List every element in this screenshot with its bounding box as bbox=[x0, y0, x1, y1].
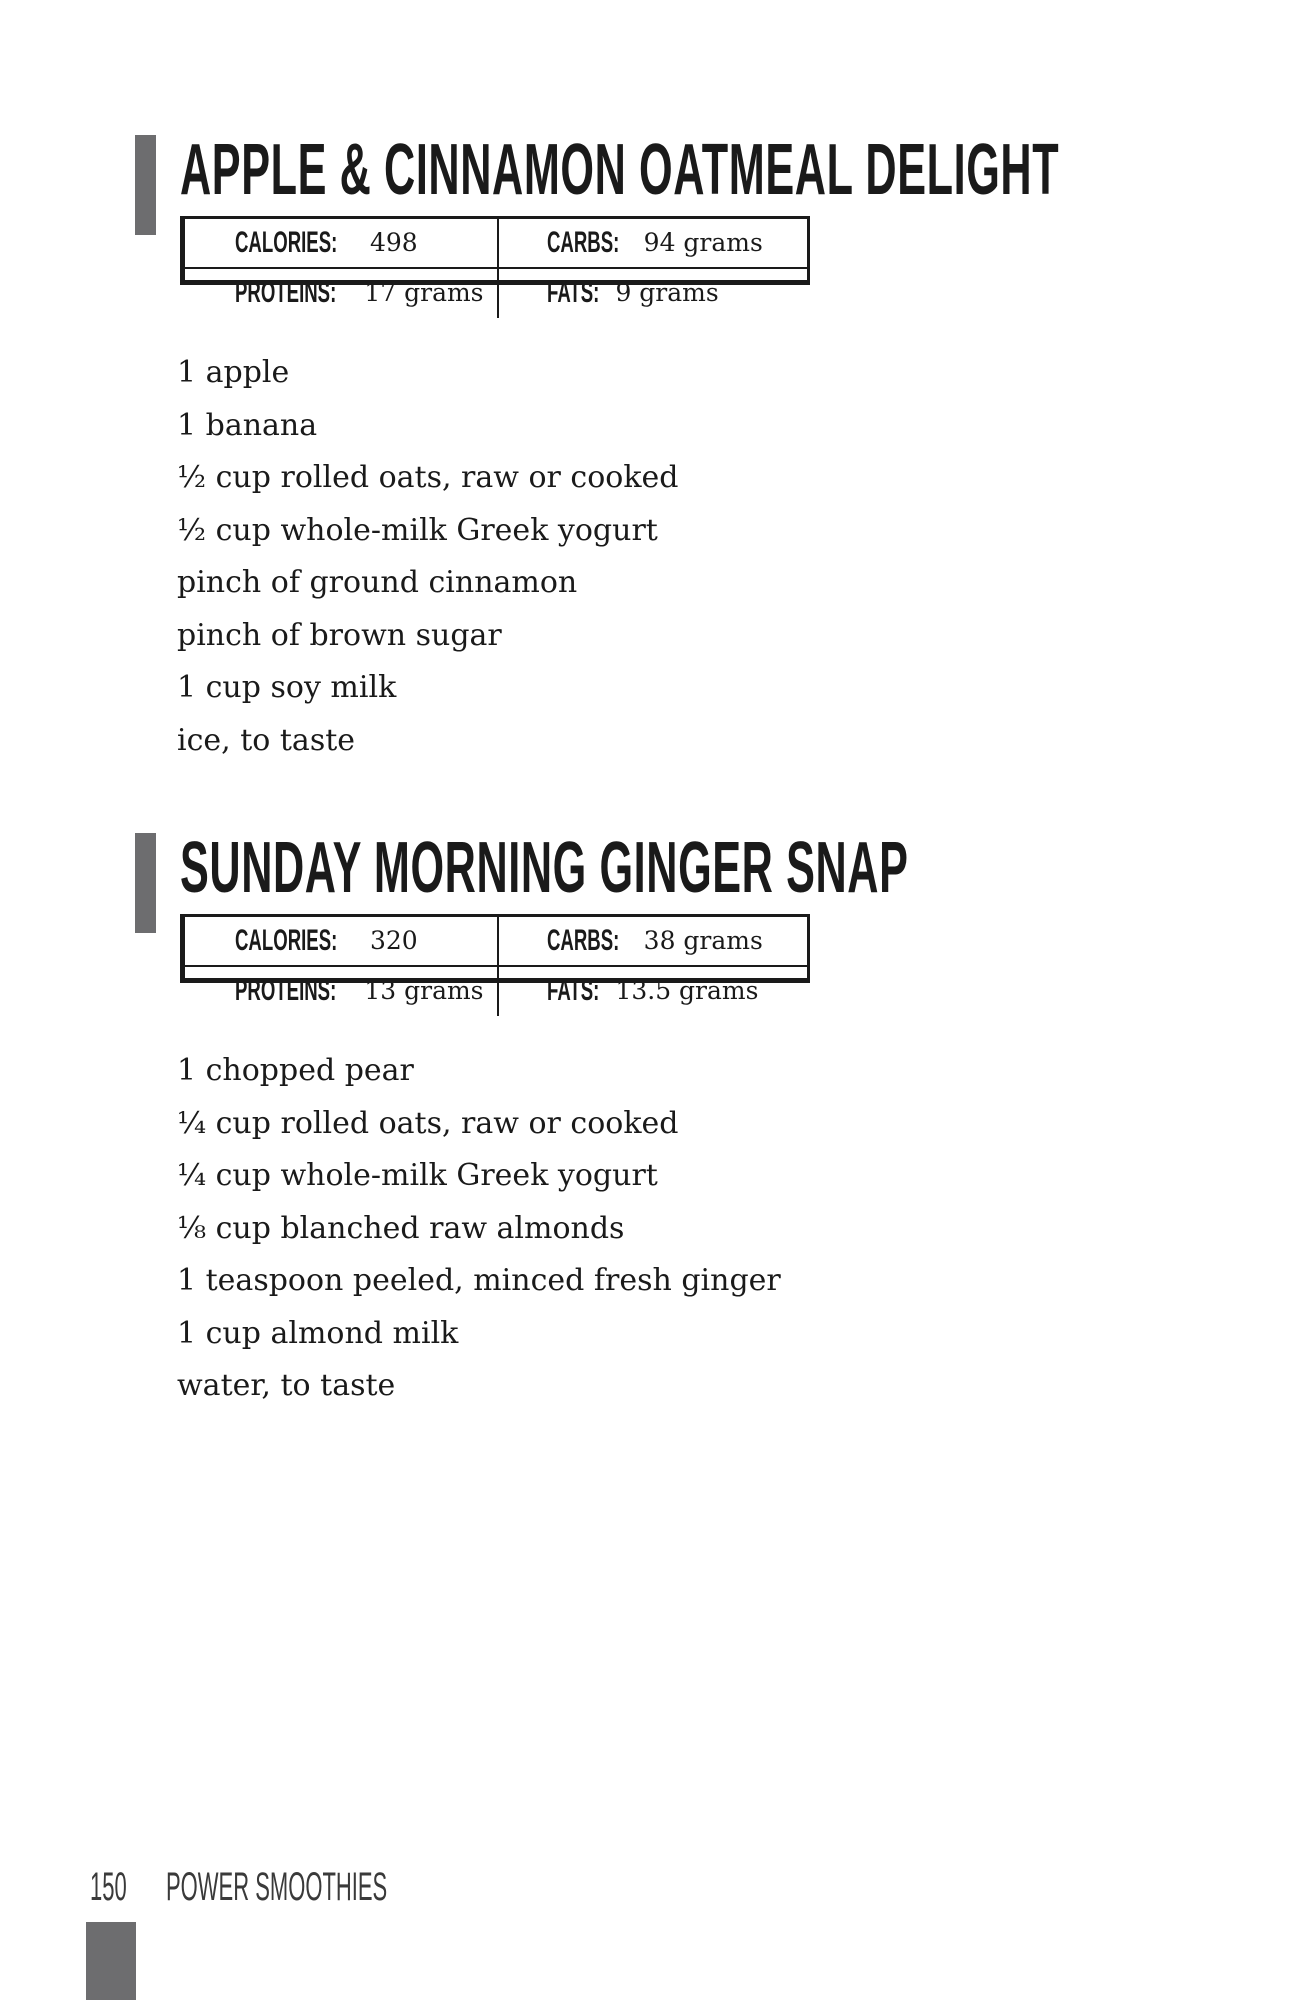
ingredient-item: 1 teaspoon peeled, minced fresh ginger bbox=[177, 1263, 781, 1298]
nutrition-table bbox=[180, 914, 810, 1008]
proteins-label: PROTEINS: bbox=[235, 974, 337, 1008]
nutrition-row bbox=[185, 917, 807, 967]
ingredient-item: 1 cup almond milk bbox=[177, 1315, 459, 1351]
nutrition-divider bbox=[497, 917, 499, 965]
calories-label: CALORIES: bbox=[235, 226, 338, 260]
ingredient-item: pinch of brown sugar bbox=[177, 617, 502, 653]
title-accent-bar bbox=[135, 833, 156, 933]
ingredient-item: ¼ cup rolled oats, raw or cooked bbox=[177, 1105, 679, 1141]
calories-value: 498 bbox=[370, 228, 418, 258]
proteins-value: 17 grams bbox=[364, 278, 484, 308]
nutrition-row bbox=[185, 269, 807, 318]
ingredient-item: water, to taste bbox=[177, 1368, 396, 1403]
ingredient-item: pinch of ground cinnamon bbox=[177, 565, 578, 600]
calories-cell bbox=[235, 219, 418, 267]
nutrition-row bbox=[185, 967, 807, 1016]
ingredient-item: ¼ cup whole-milk Greek yogurt bbox=[177, 1158, 658, 1193]
proteins-value: 13 grams bbox=[364, 976, 484, 1006]
page-number: 150 bbox=[90, 1865, 127, 1909]
title-accent-bar bbox=[135, 135, 156, 235]
nutrition-divider bbox=[497, 967, 499, 1016]
fats-value: 13.5 grams bbox=[615, 976, 759, 1006]
ingredient-item: 1 apple bbox=[177, 355, 290, 390]
ingredient-list bbox=[177, 1045, 781, 1413]
proteins-cell bbox=[235, 967, 484, 1015]
ingredient-item: ice, to taste bbox=[177, 722, 356, 758]
carbs-cell bbox=[547, 219, 763, 267]
ingredient-item: 1 banana bbox=[177, 407, 318, 443]
ingredient-list bbox=[177, 347, 678, 767]
ingredient-item: ½ cup rolled oats, raw or cooked bbox=[177, 460, 679, 495]
fats-cell bbox=[547, 967, 758, 1015]
recipe-title: APPLE & CINNAMON OATMEAL DELIGHT bbox=[180, 130, 1060, 210]
running-footer-title: POWER SMOOTHIES bbox=[166, 1865, 388, 1909]
proteins-cell bbox=[235, 269, 484, 317]
nutrition-divider bbox=[497, 269, 499, 318]
ingredient-item: ½ cup whole-milk Greek yogurt bbox=[177, 512, 658, 548]
fats-label: FATS: bbox=[547, 974, 600, 1008]
fats-cell bbox=[547, 269, 719, 317]
proteins-label: PROTEINS: bbox=[235, 276, 337, 310]
carbs-value: 38 grams bbox=[643, 926, 763, 956]
ingredient-item: 1 chopped pear bbox=[177, 1053, 414, 1088]
nutrition-row bbox=[185, 219, 807, 269]
nutrition-table bbox=[180, 216, 810, 310]
carbs-value: 94 grams bbox=[643, 228, 763, 258]
ingredient-item: 1 cup soy milk bbox=[177, 670, 397, 705]
carbs-label: CARBS: bbox=[547, 226, 620, 260]
fats-label: FATS: bbox=[547, 276, 600, 310]
calories-label: CALORIES: bbox=[235, 924, 338, 958]
footer-accent-tab bbox=[86, 1922, 136, 2000]
nutrition-divider bbox=[497, 219, 499, 267]
fats-value: 9 grams bbox=[615, 278, 719, 308]
calories-value: 320 bbox=[370, 926, 418, 956]
ingredient-item: ⅛ cup blanched raw almonds bbox=[177, 1210, 625, 1246]
recipe-title: SUNDAY MORNING GINGER SNAP bbox=[180, 828, 909, 908]
calories-cell bbox=[235, 917, 418, 965]
carbs-cell bbox=[547, 917, 763, 965]
carbs-label: CARBS: bbox=[547, 924, 620, 958]
